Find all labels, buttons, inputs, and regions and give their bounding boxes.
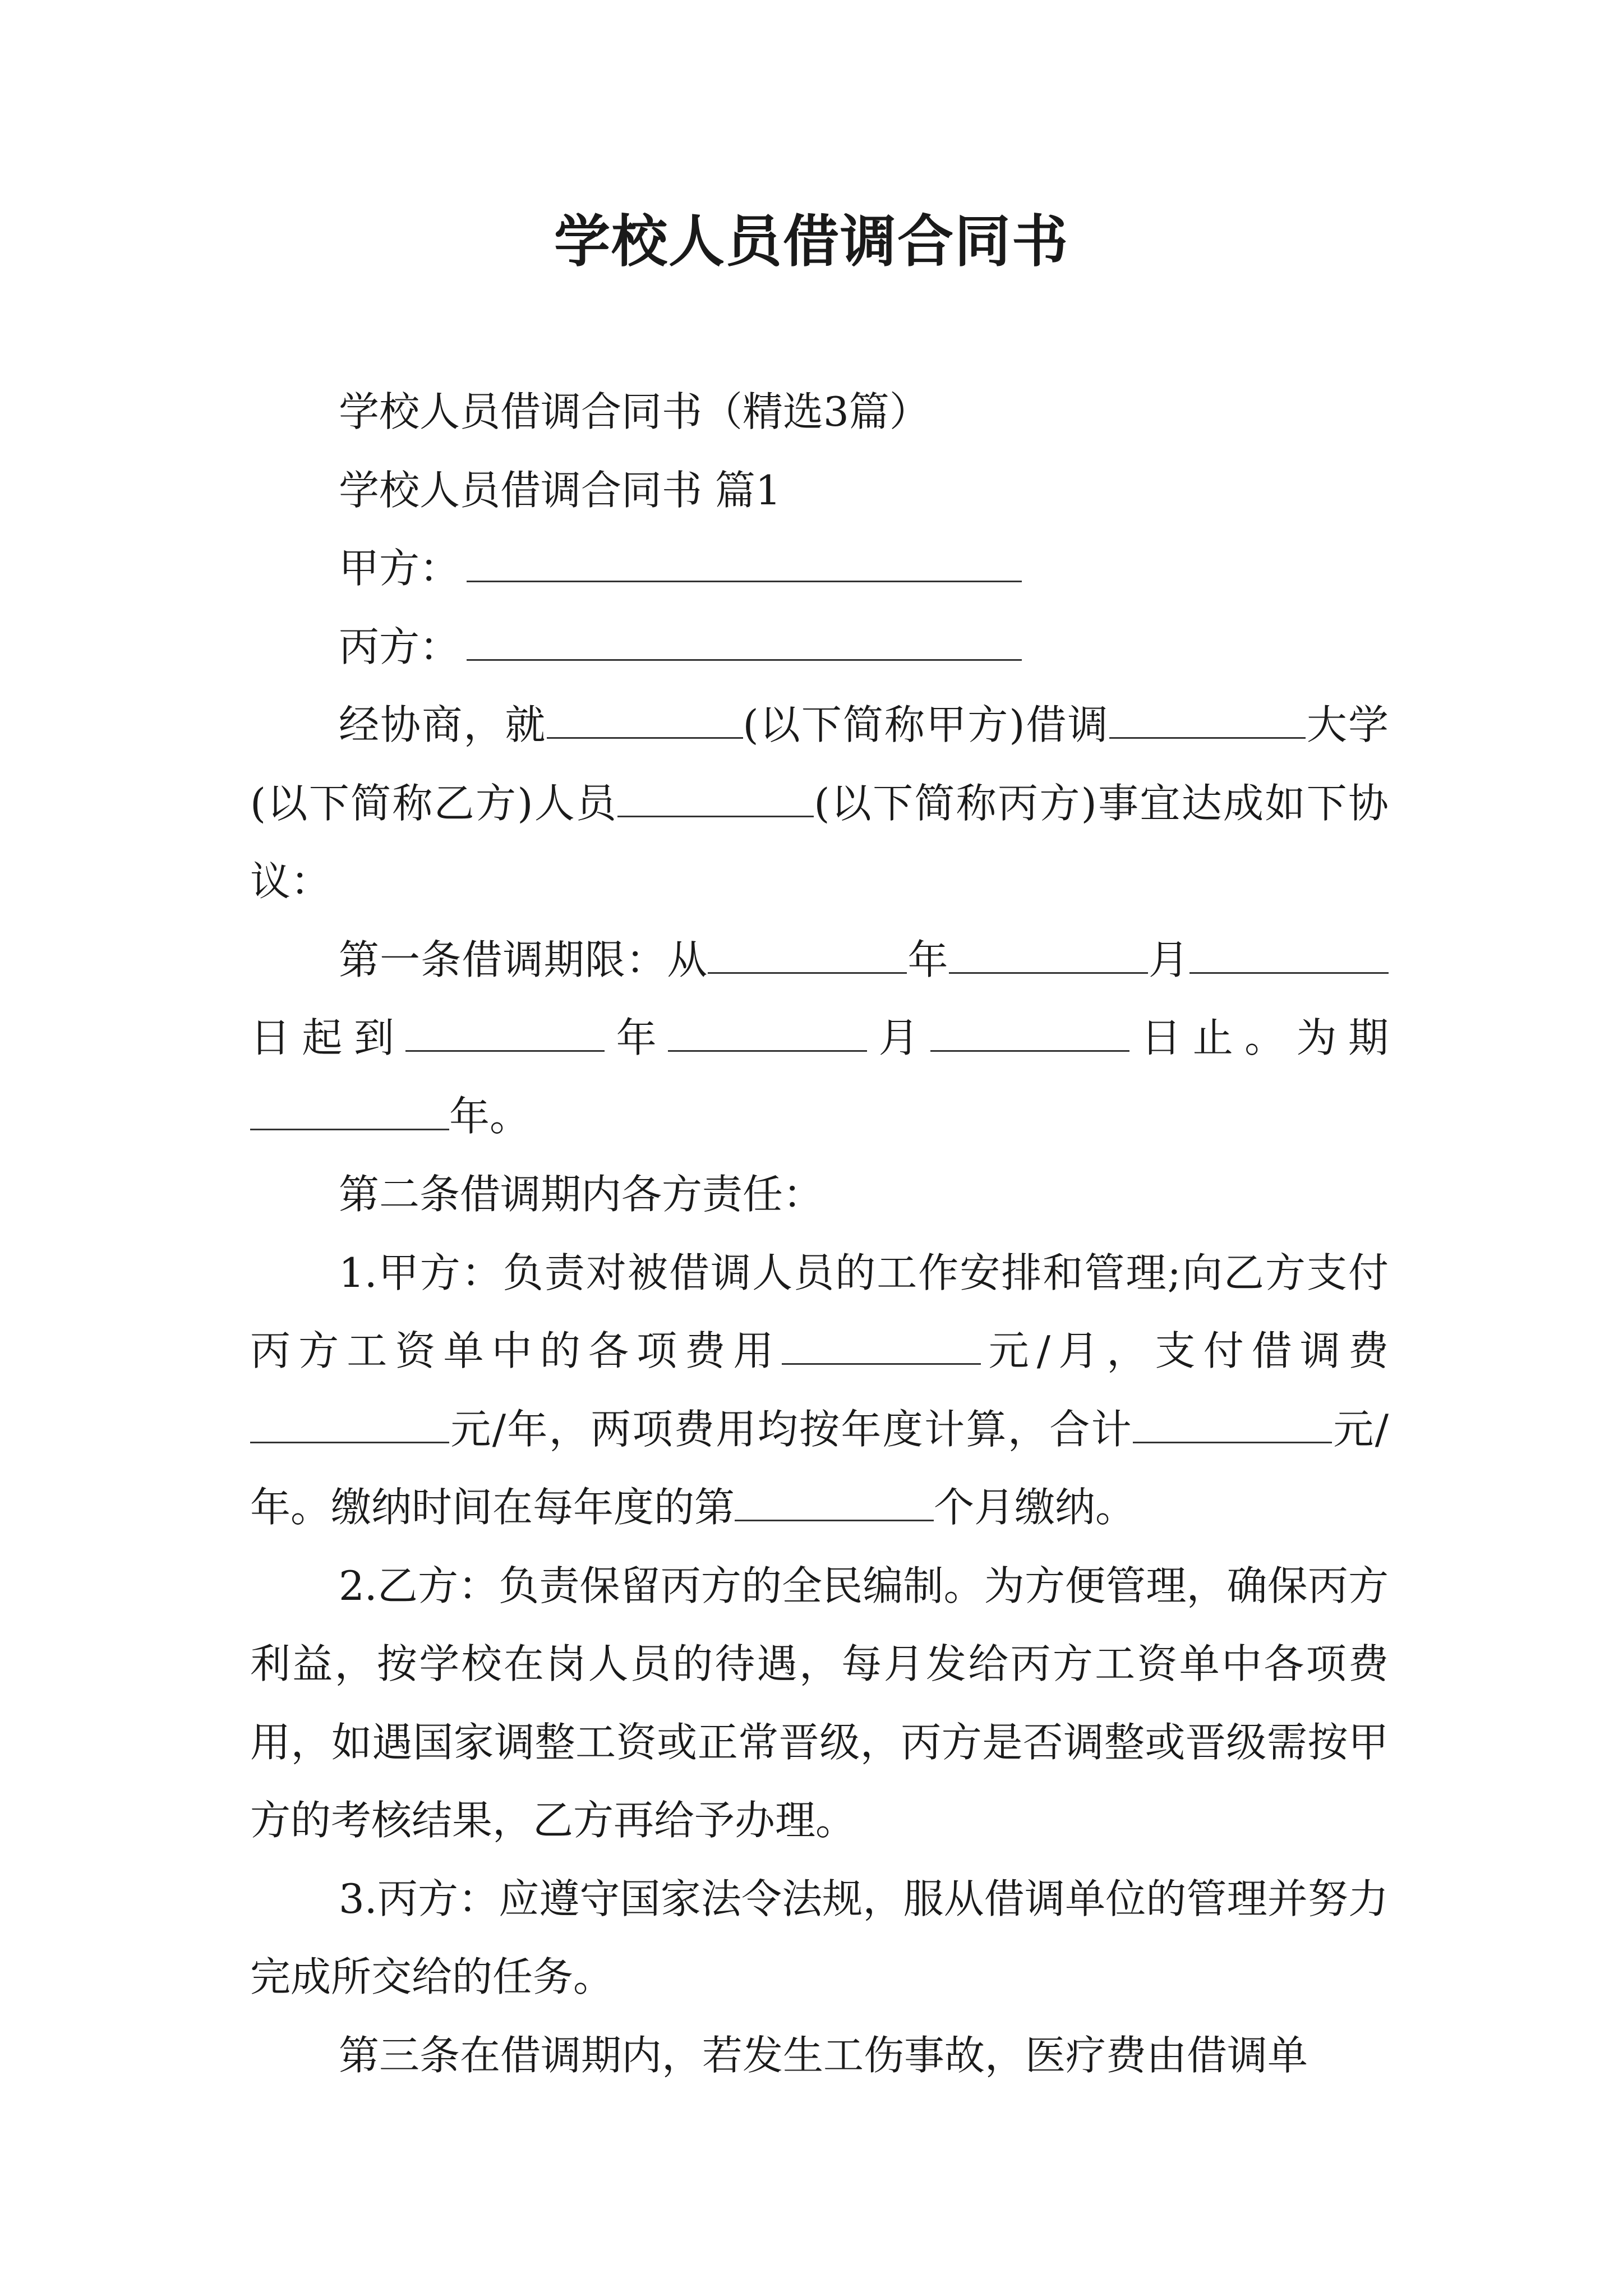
intro-blank-1 bbox=[547, 706, 743, 739]
art2-1-text-4: 元/年。缴纳时间在每年度的第 bbox=[250, 1405, 1389, 1531]
art1-blank-month-to bbox=[668, 1019, 867, 1052]
intro-text-1: 经协商，就 bbox=[339, 701, 547, 748]
art1-blank-year-to bbox=[405, 1019, 605, 1052]
art2-1-text-2: 元/月，支付借调费 bbox=[980, 1327, 1389, 1374]
art1-blank-years bbox=[250, 1097, 449, 1130]
article-2-heading: 第二条借调期内各方责任： bbox=[339, 1171, 824, 1218]
art1-blank-month-from bbox=[949, 941, 1148, 974]
article-1 bbox=[250, 921, 1389, 1156]
art1-text-years: 年。 bbox=[449, 1092, 531, 1140]
art1-blank-day-to bbox=[930, 1019, 1129, 1052]
party-c-blank bbox=[467, 628, 1022, 661]
art2-1-blank-3 bbox=[1133, 1410, 1332, 1443]
art1-text-day-from: 日起到 bbox=[250, 1014, 406, 1061]
intro-blank-2 bbox=[1109, 706, 1306, 739]
subtitle: 学校人员借调合同书（精选3篇） bbox=[339, 388, 930, 435]
art1-blank-year-from bbox=[708, 941, 907, 974]
party-a-blank bbox=[467, 549, 1022, 582]
section-heading: 学校人员借调合同书 篇1 bbox=[339, 466, 781, 514]
art1-text-1: 第一条借调期限：从 bbox=[339, 936, 708, 983]
party-c-label: 丙方： bbox=[339, 623, 460, 670]
intro-text-4: (以下简称丙方)事宜达成如下协议： bbox=[250, 779, 1389, 905]
art2-1-text-3: 元/年，两项费用均按年度计算，合计 bbox=[449, 1405, 1133, 1453]
intro-blank-3 bbox=[617, 784, 814, 817]
art1-month-1: 月 bbox=[1147, 936, 1189, 983]
intro-text-2: (以下简称甲方)借调 bbox=[743, 701, 1109, 748]
art1-year-1: 年 bbox=[907, 936, 949, 983]
art2-1-text-5: 个月缴纳。 bbox=[934, 1484, 1136, 1531]
document-title: 学校人员借调合同书 bbox=[554, 208, 1069, 274]
art1-year-2: 年 bbox=[605, 1014, 668, 1061]
party-c-line bbox=[250, 608, 1389, 687]
party-a-line bbox=[250, 530, 1389, 608]
art1-month-2: 月 bbox=[867, 1014, 930, 1061]
article-2-item-1 bbox=[250, 1234, 1389, 1547]
document-body bbox=[250, 373, 1389, 2095]
article-3: 第三条在借调期内，若发生工伤事故，医疗费由借调单 bbox=[339, 2031, 1308, 2079]
article-2-item-2: 2.乙方：负责保留丙方的全民编制。为方便管理，确保丙方利益，按学校在岗人员的待遇，每月发给丙方工资单中各项费用，如遇国家调整工资或正常晋级，丙方是否调整或晋级需按甲方的考核结果，乙方再给予办理。 bbox=[250, 1562, 1389, 1844]
art1-text-day-to: 日止。为期 bbox=[1129, 1014, 1389, 1061]
art2-1-text-1: 1.甲方：负责对被借调人员的工作安排和管理;向乙方支付丙方工资单中的各项费用 bbox=[250, 1249, 1389, 1374]
art2-1-blank-2 bbox=[250, 1410, 449, 1443]
art2-1-blank-4 bbox=[735, 1488, 934, 1521]
article-2-item-3: 3.丙方：应遵守国家法令法规，服从借调单位的管理并努力完成所交给的任务。 bbox=[250, 1875, 1389, 2000]
art1-blank-day-from bbox=[1189, 941, 1389, 974]
intro-text-3: 大学(以下简称乙方)人员 bbox=[250, 701, 1389, 827]
intro-paragraph bbox=[250, 686, 1389, 921]
party-a-label: 甲方： bbox=[339, 545, 460, 592]
art2-1-blank-1 bbox=[782, 1332, 981, 1365]
